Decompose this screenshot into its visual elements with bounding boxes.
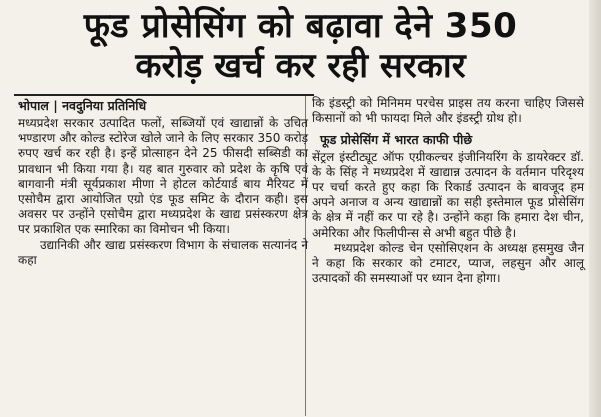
left-paragraph-2: उद्यानिकी और खाद्य प्रसंस्करण विभाग के संचालक सत्यानंद ने कहा xyxy=(18,237,308,267)
headline-line-2: करोड़ खर्च कर रही सरकार xyxy=(135,46,466,86)
left-column xyxy=(18,116,308,268)
right-paragraph-1: कि इंडस्ट्री को मिनिमम परचेस प्राइस तय करना चाहिए जिससे किसानों को भी फायदा मिले और इंडस्ट्री ग्रोथ हो। xyxy=(312,96,584,126)
right-paragraph-3: मध्यप्रदेश कोल्ड चेन एसोसिएशन के अध्यक्ष हसमुख जैन ने कहा कि सरकार को टमाटर, प्याज, लहसुन और आलू उत्पादकों की समस्याओं पर ध्यान देना होगा। xyxy=(312,240,584,286)
right-column xyxy=(312,96,584,286)
byline-rule xyxy=(14,94,314,96)
subheading: फूड प्रोसेसिंग में भारत काफी पीछे xyxy=(320,132,473,148)
byline: भोपाल | नवदुनिया प्रतिनिधि xyxy=(18,98,147,113)
right-paragraph-2: सेंट्रल इंस्टीट्यूट ऑफ एग्रीकल्चर इंजीनियरिंग के डायरेक्टर डॉ. के के सिंह ने मध्यप्रदेश में खाद्यान्न उत्पादन के वर्तमान परिदृश्य पर चर्चा करते हुए कहा कि रिकार्ड उत्पादन के बावजूद हम अपने अनाज व अन्य खाद्यान्नों का सही इस्तेमाल फूड प्रोसेसिंग के क्षेत्र में नहीं कर पा रहे है। उन्होंने कहा कि हमारा देश चीन, अमेरिका और फिलीपीन्स से अभी बहुत पीछे है। xyxy=(312,149,584,240)
left-paragraph-1: मध्यप्रदेश सरकार उत्पादित फलों, सब्जियों एवं खाद्यान्नों के उचित भण्डारण और कोल्ड स्टोरेज खोले जाने के लिए सरकार 350 करोड़ रुपए खर्च कर रही है। इन्हें प्रोत्साहन देने 25 फीसदी सब्सिडी का प्रावधान भी किया गया है। यह बात गुरुवार को प्रदेश के कृषि एवं बागवानी मंत्री सूर्यप्रकाश मीणा ने होटल कोर्टयार्ड बाय मैरियट में एसोचैम द्वारा आयोजित एग्रो एंड फूड समिट के दौरान कही। इस अवसर पर उन्होंने एसोचैम द्वारा मध्यप्रदेश के खाद्य प्रसंस्करण क्षेत्र पर प्रकाशित एक स्मारिका का विमोचन भी किया। xyxy=(18,116,308,237)
headline-line-1: फूड प्रोसेसिंग को बढ़ावा देने 350 xyxy=(83,6,518,46)
page-edge xyxy=(589,0,601,417)
headline xyxy=(0,6,601,86)
